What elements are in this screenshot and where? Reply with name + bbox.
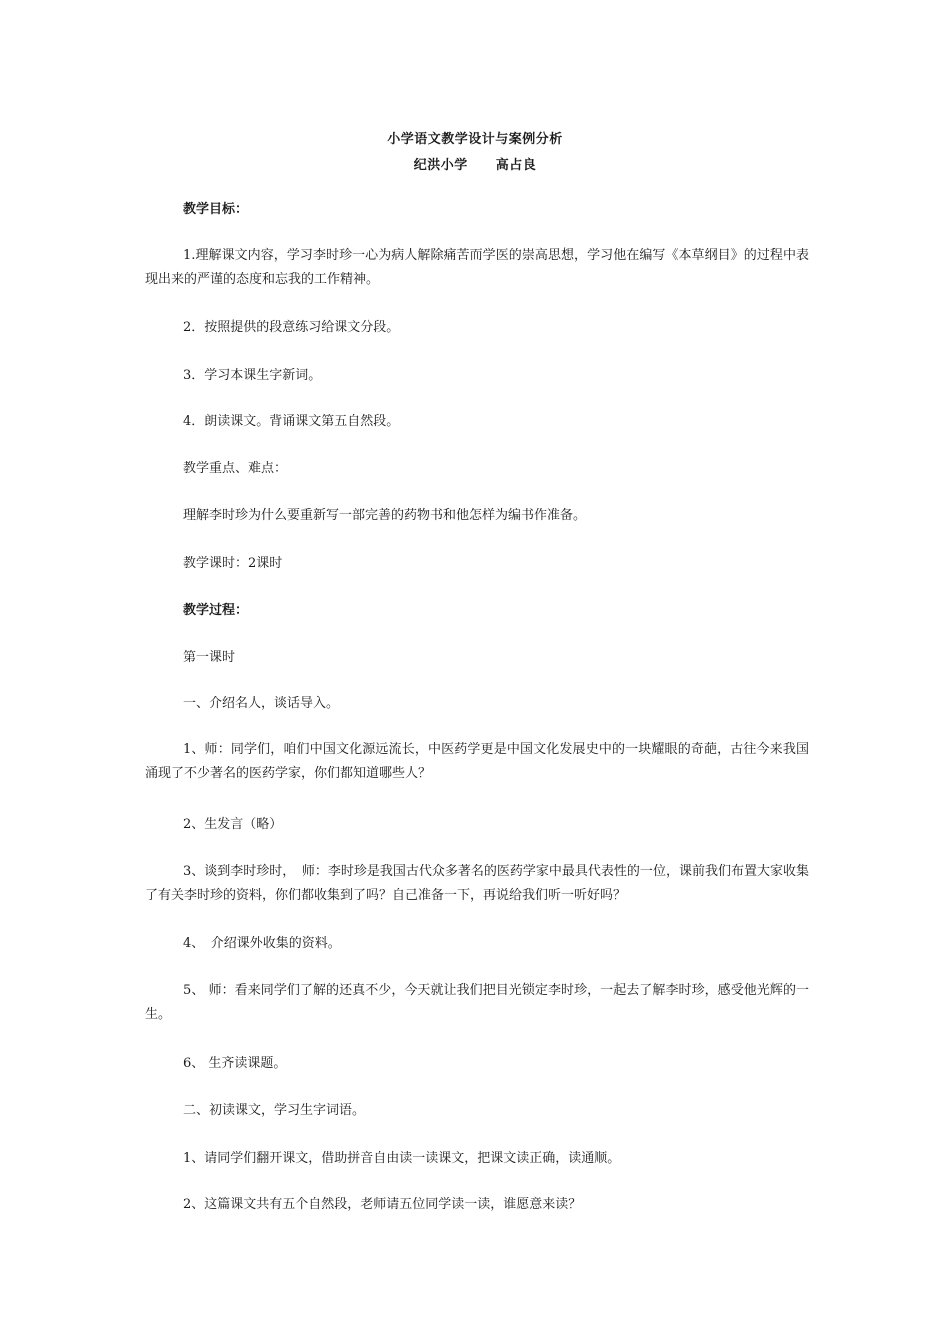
goal-1: 1.理解课文内容，学习李时珍一心为病人解除痛苦而学医的崇高思想，学习他在编写《本草纲目》的过程中表现出来的严谨的态度和忘我的工作精神。 [145,248,809,287]
step-1-1: 1、师：同学们，咱们中国文化源远流长，中医药学更是中国文化发展史中的一块耀眼的奇葩，古往今来我国涌现了不少著名的医药学家，你们都知道哪些人？ [145,742,809,781]
step-1-3: 3、谈到李时珍时， 师：李时珍是我国古代众多著名的医药学家中最具代表性的一位，课前我们布置大家收集了有关李时珍的资料，你们都收集到了吗？自己准备一下，再说给我们听一听好吗？ [145,864,809,903]
document-byline [0,154,950,173]
step-2-2: 2、这篇课文共有五个自然段，老师请五位同学读一读，谁愿意来读？ [183,1197,582,1212]
step-2-1: 1、请同学们翻开课文，借助拼音自由读一读课文，把课文读正确，读通顺。 [183,1151,621,1166]
heading-key-points: 教学重点、难点： [183,461,288,476]
section-one-heading: 一、介绍名人，谈话导入。 [183,696,340,711]
goal-4: 4．朗读课文。背诵课文第五自然段。 [183,414,400,429]
step-1-2: 2、生发言（略） [183,817,283,832]
document-title: 小学语文教学设计与案例分析 [387,132,563,147]
author-name: 高占良 [495,158,537,173]
class-hours: 教学课时：2课时 [183,556,283,571]
goal-2: 2．按照提供的段意练习给课文分段。 [183,320,400,335]
step-1-5: 5、 师：看来同学们了解的还真不少，今天就让我们把目光锁定李时珍，一起去了解李时珍，感受他光辉的一生。 [145,983,809,1022]
step-1-6: 6、 生齐读课题。 [183,1056,287,1071]
heading-teaching-process: 教学过程： [183,603,249,618]
goal-3: 3．学习本课生字新词。 [183,368,322,383]
lesson-one-heading: 第一课时 [183,650,236,665]
key-points-text: 理解李时珍为什么要重新写一部完善的药物书和他怎样为编书作准备。 [183,508,587,523]
heading-teaching-goals: 教学目标： [183,202,249,217]
school-name: 纪洪小学 [413,158,468,173]
section-two-heading: 二、初读课文，学习生字词语。 [183,1103,366,1118]
step-1-4: 4、 介绍课外收集的资料。 [183,936,341,951]
